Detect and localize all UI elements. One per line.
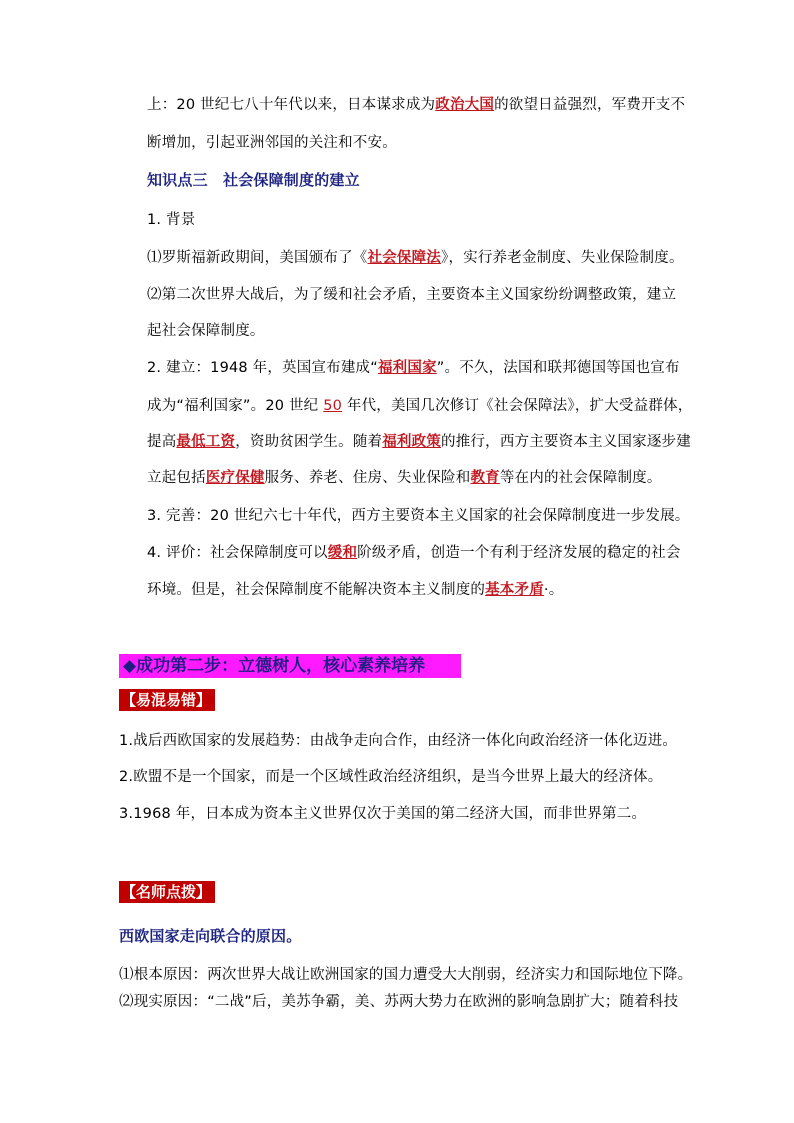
paragraph-line (147, 358, 680, 378)
text-run: ，资助贫困学生。随着 (235, 434, 383, 450)
paragraph-line (147, 468, 662, 488)
text-run: 服务、养老、住房、失业保险和 (264, 470, 471, 486)
text-run: 提高 (147, 434, 177, 450)
highlight-term: 缓和 (327, 545, 358, 561)
text-run: 环境。但是，社会保障制度不能解决资本主义制度的 (147, 582, 486, 598)
highlight-term: 医疗保健 (205, 470, 265, 486)
highlight-term: 最低工资 (176, 434, 236, 450)
list-item: 1.战后西欧国家的发展趋势：由战争走向合作，由经济一体化向政治经济一体化迈进。 (119, 733, 678, 749)
paragraph-line: ⑵第二次世界大战后，为了缓和社会矛盾，主要资本主义国家纷纷调整政策，建立 (147, 287, 677, 303)
section-heading: 知识点三 社会保障制度的建立 (147, 171, 360, 189)
highlight-term: 教育 (470, 470, 500, 486)
highlight-term: 社会保障法 (367, 250, 441, 266)
list-item: 3.1968 年，日本成为资本主义世界仅次于美国的第二经济大国，而非世界第二。 (119, 806, 647, 822)
tag-label: 【名师点拨】 (119, 881, 215, 903)
paragraph-line (147, 95, 685, 115)
text-run: ”。不久，法国和联邦德国等国也宣布 (436, 360, 680, 376)
paragraph-line: 3. 完善：20 世纪六七十年代，西方主要资本主义国家的社会保障制度进一步发展。 (147, 508, 690, 524)
text-run: ·。 (543, 582, 564, 598)
paragraph-line (147, 248, 684, 268)
text-run: 》，实行养老金制度、失业保险制度。 (441, 250, 684, 266)
list-item: 2.欧盟不是一个国家，而是一个区域性政治经济组织，是当今世界上最大的经济体。 (119, 769, 663, 785)
text-run: 成为“福利国家”。20 世纪 (147, 398, 324, 414)
highlight-term: 基本矛盾 (485, 582, 544, 598)
paragraph-line (147, 396, 692, 416)
highlight-term: 50 (323, 398, 343, 414)
text-run: 上：20 世纪七八十年代以来，日本谋求成为 (147, 97, 436, 113)
text-run: 立起包括 (147, 470, 206, 486)
text-run: ⑴罗斯福新政期间，美国颁布了《 (147, 250, 368, 266)
text-run: 阶级矛盾，创造一个有利于经济发展的稳定的社会 (357, 545, 681, 561)
section-banner: ◆成功第二步：立德树人，核心素养培养 (119, 654, 461, 678)
section-heading: 西欧国家走向联合的原因。 (119, 927, 302, 945)
text-run: 2. 建立：1948 年，英国宣布建成“ (147, 360, 378, 376)
paragraph-line: 起社会保障制度。 (147, 323, 265, 339)
highlight-term: 福利国家 (377, 360, 437, 376)
highlight-term: 政治大国 (435, 97, 495, 113)
subheading: 1. 背景 (147, 212, 196, 228)
text-run: 等在内的社会保障制度。 (499, 470, 662, 486)
tag-label: 【易混易错】 (119, 689, 215, 711)
text-run: 的推行，西方主要资本主义国家逐步建 (441, 434, 691, 450)
text-run: 年代，美国几次修订《社会保障法》，扩大受益群体， (342, 398, 693, 414)
text-run: 4. 评价：社会保障制度可以 (147, 545, 328, 561)
paragraph-line (147, 432, 691, 452)
paragraph-line (147, 580, 563, 600)
paragraph-line: 断增加，引起亚洲邻国的关注和不安。 (147, 135, 397, 151)
paragraph-line: ⑴根本原因：两次世界大战让欧洲国家的国力遭受大大削弱，经济实力和国际地位下降。 (119, 967, 693, 983)
text-run: 的欲望日益强烈，军费开支不 (494, 97, 686, 113)
paragraph-line: ⑵现实原因：“二战”后，美苏争霸，美、苏两大势力在欧洲的影响急剧扩大；随着科技 (119, 994, 679, 1010)
highlight-term: 福利政策 (382, 434, 442, 450)
paragraph-line (147, 543, 681, 563)
